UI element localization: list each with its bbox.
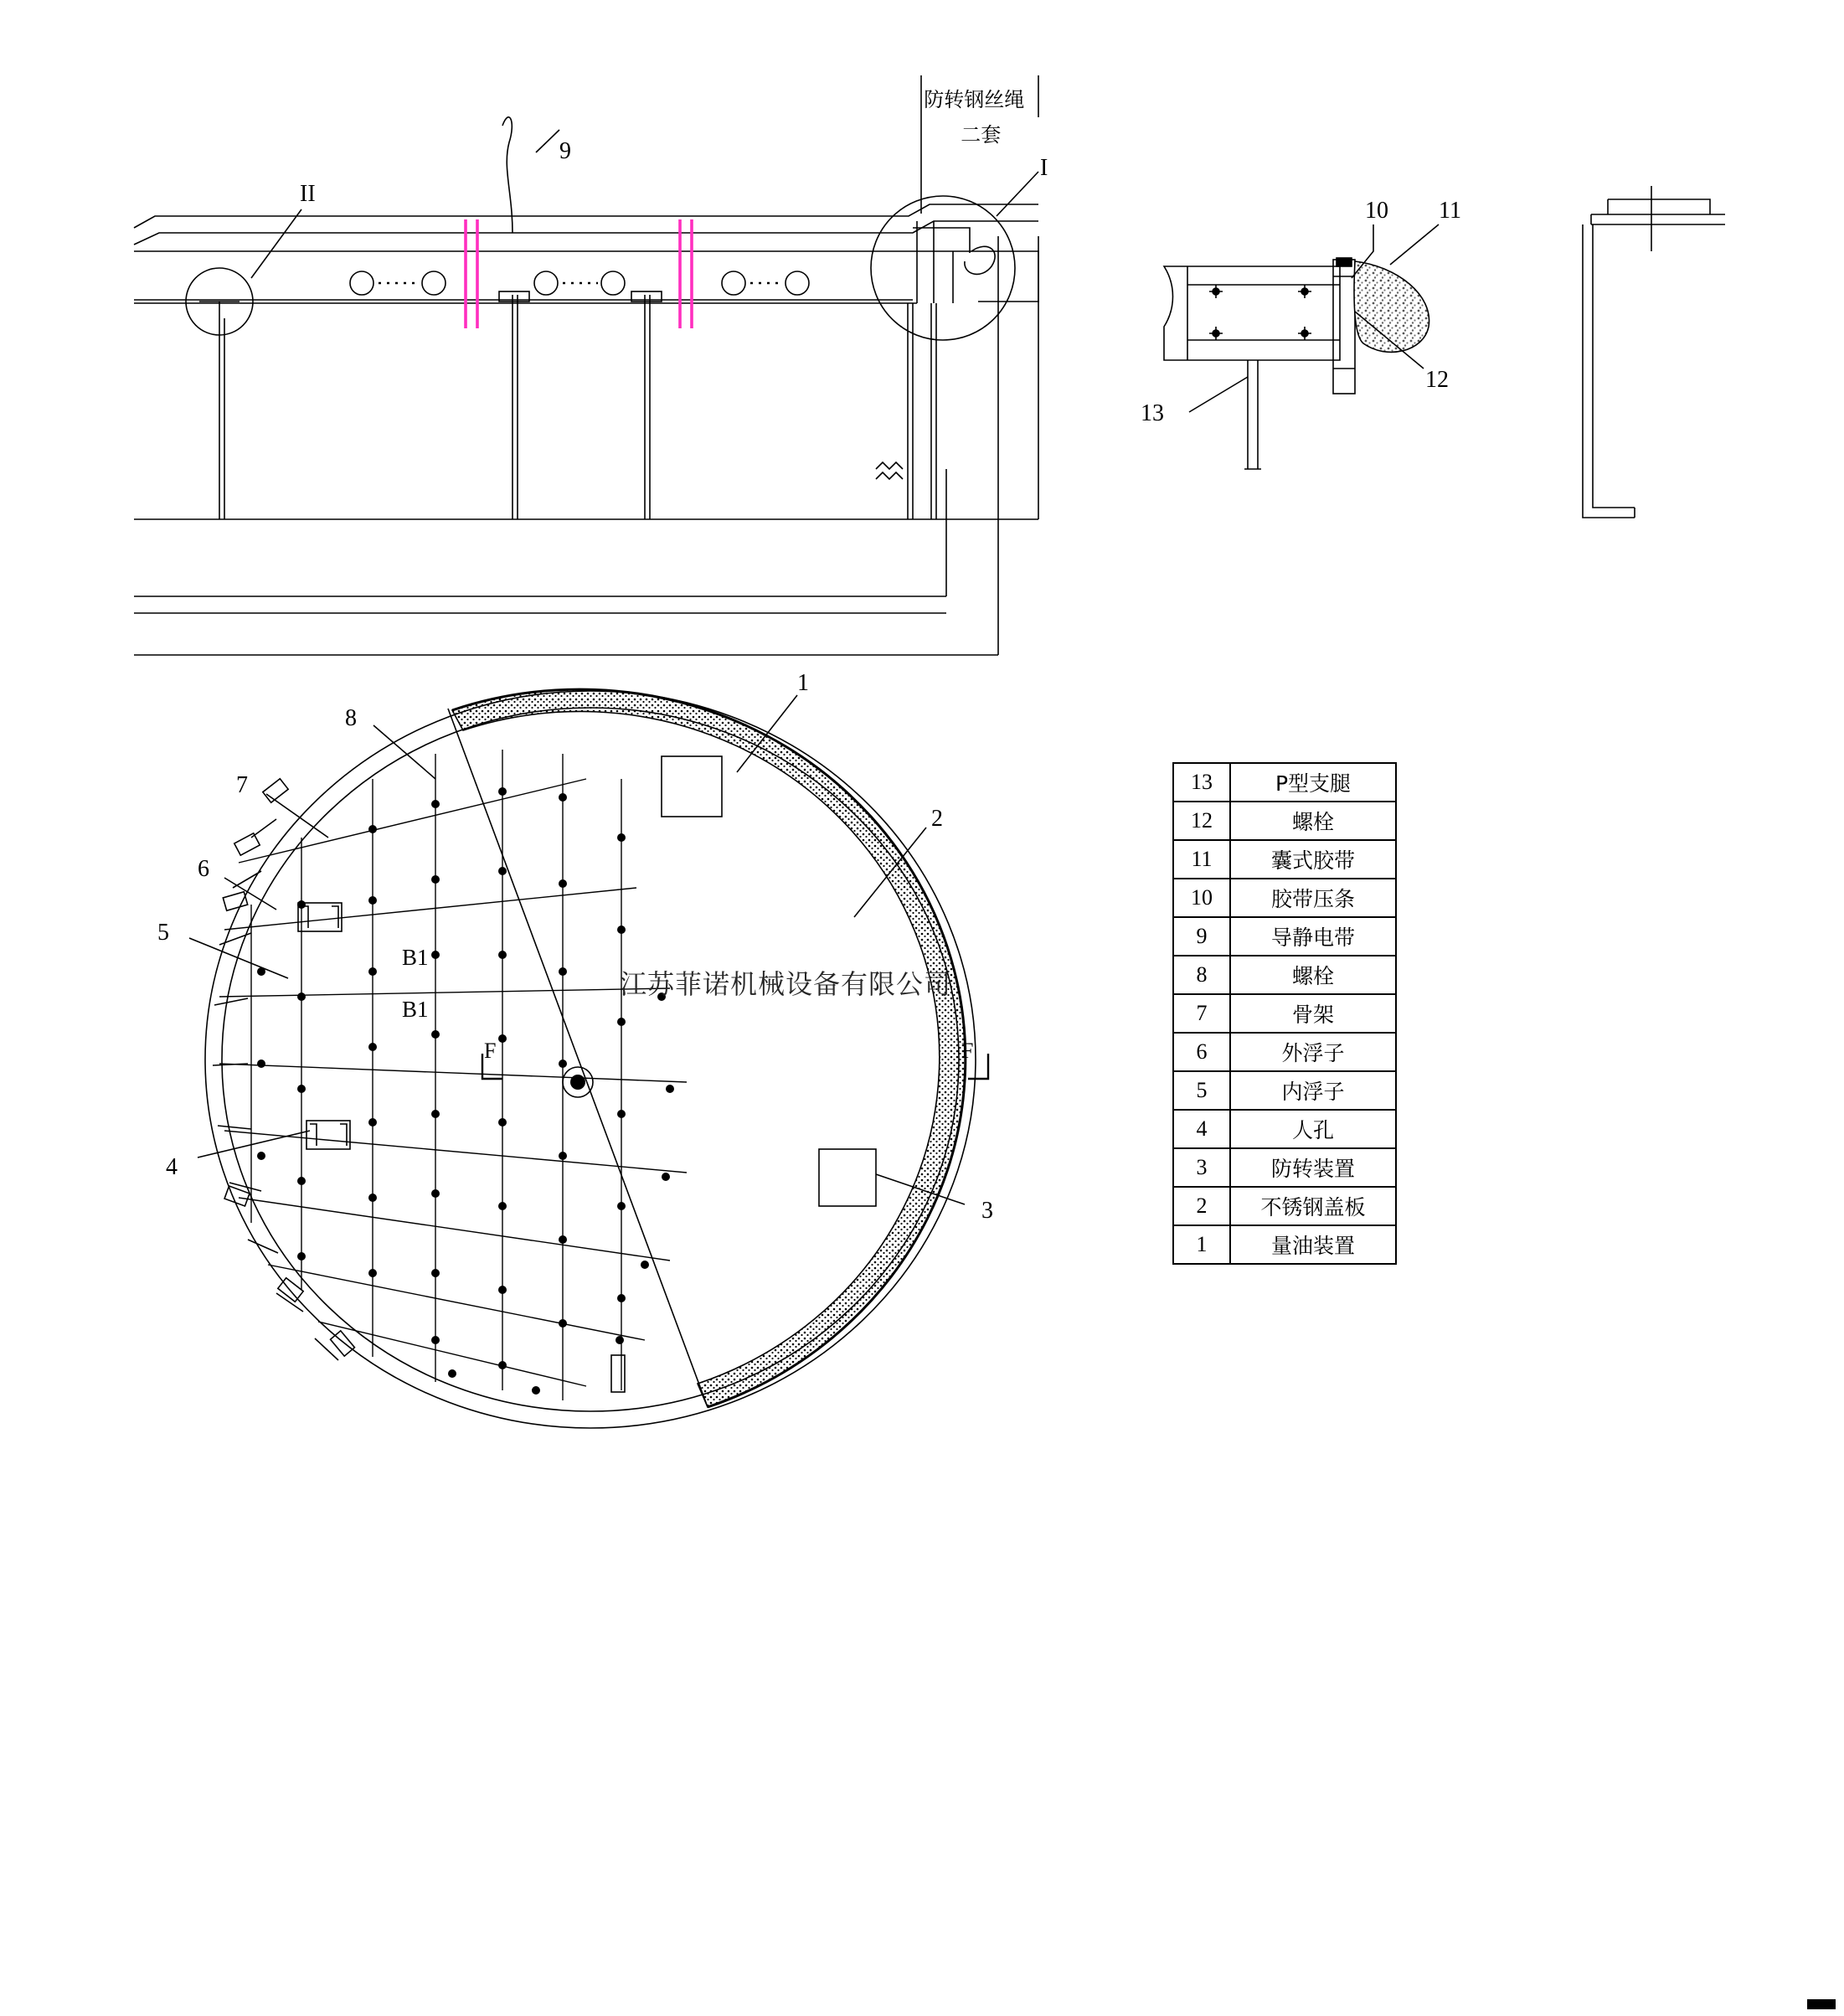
detail-p-leg-section [1583,186,1725,518]
bom-item-name: P型支腿 [1230,763,1396,802]
table-row [1173,1225,1396,1264]
sheet-corner-mark [1807,1999,1836,2009]
bom-item-name: 导静电带 [1230,917,1396,956]
table-row [1173,802,1396,840]
callout-5: 5 [157,920,169,946]
callout-9: 9 [559,138,571,164]
bom-item-no: 6 [1173,1033,1230,1071]
callout-4: 4 [166,1154,178,1180]
table-row [1173,763,1396,802]
company-watermark: 江苏菲诺机械设备有限公司 [620,968,952,1000]
table-row [1173,879,1396,917]
bom-item-no: 3 [1173,1148,1230,1187]
section-mark-f-right: F [961,1039,974,1063]
panel-label-b1-lower: B1 [402,997,429,1022]
callout-10: 10 [1365,198,1388,224]
bom-body [1173,763,1396,1264]
table-row [1173,1071,1396,1110]
bom-item-name: 防转装置 [1230,1148,1396,1187]
table-row [1173,917,1396,956]
bom-item-no: 2 [1173,1187,1230,1225]
bom-item-name: 人孔 [1230,1110,1396,1148]
bom-item-no: 12 [1173,802,1230,840]
bom-item-no: 10 [1173,879,1230,917]
bom-item-name: 外浮子 [1230,1033,1396,1071]
table-row [1173,994,1396,1033]
callout-7: 7 [236,772,248,798]
bom-item-no: 8 [1173,956,1230,994]
bom-item-no: 5 [1173,1071,1230,1110]
callout-13: 13 [1141,400,1164,426]
note-line-1: 防转钢丝绳 [924,87,1025,111]
bom-item-name: 螺栓 [1230,802,1396,840]
bom-item-name: 囊式胶带 [1230,840,1396,879]
callout-12: 12 [1425,367,1449,393]
bom-item-name: 胶带压条 [1230,879,1396,917]
bom-item-name: 量油装置 [1230,1225,1396,1264]
callout-11: 11 [1439,198,1461,224]
bom-item-no: 9 [1173,917,1230,956]
callout-2: 2 [931,806,943,832]
accent-seal-markers [466,219,692,328]
table-row [1173,1148,1396,1187]
table-row [1173,1187,1396,1225]
note-line-2: 二套 [961,122,1002,147]
bill-of-materials-table [1172,762,1397,1265]
callout-detail-I: I [1040,155,1048,181]
table-row [1173,1033,1396,1071]
bom-item-no: 4 [1173,1110,1230,1148]
note-anti-rotation-qty [948,101,1001,147]
callout-6: 6 [198,856,209,882]
table-row [1173,956,1396,994]
table-row [1173,840,1396,879]
callout-detail-II: II [300,181,316,207]
bom-item-name: 不锈钢盖板 [1230,1187,1396,1225]
bom-item-name: 内浮子 [1230,1071,1396,1110]
callout-3: 3 [981,1198,993,1224]
bom-item-name: 螺栓 [1230,956,1396,994]
bom-item-no: 13 [1173,763,1230,802]
bom-item-no: 7 [1173,994,1230,1033]
bom-item-no: 11 [1173,840,1230,879]
plan-view [189,689,988,1428]
callout-1: 1 [797,670,809,696]
elevation-view [134,75,1038,655]
table-row [1173,1110,1396,1148]
section-mark-f-left: F [484,1039,497,1063]
detail-rim-seal [1164,224,1439,469]
callout-8: 8 [345,705,357,731]
bom-item-no: 1 [1173,1225,1230,1264]
bom-item-name: 骨架 [1230,994,1396,1033]
panel-label-b1-upper: B1 [402,945,429,970]
